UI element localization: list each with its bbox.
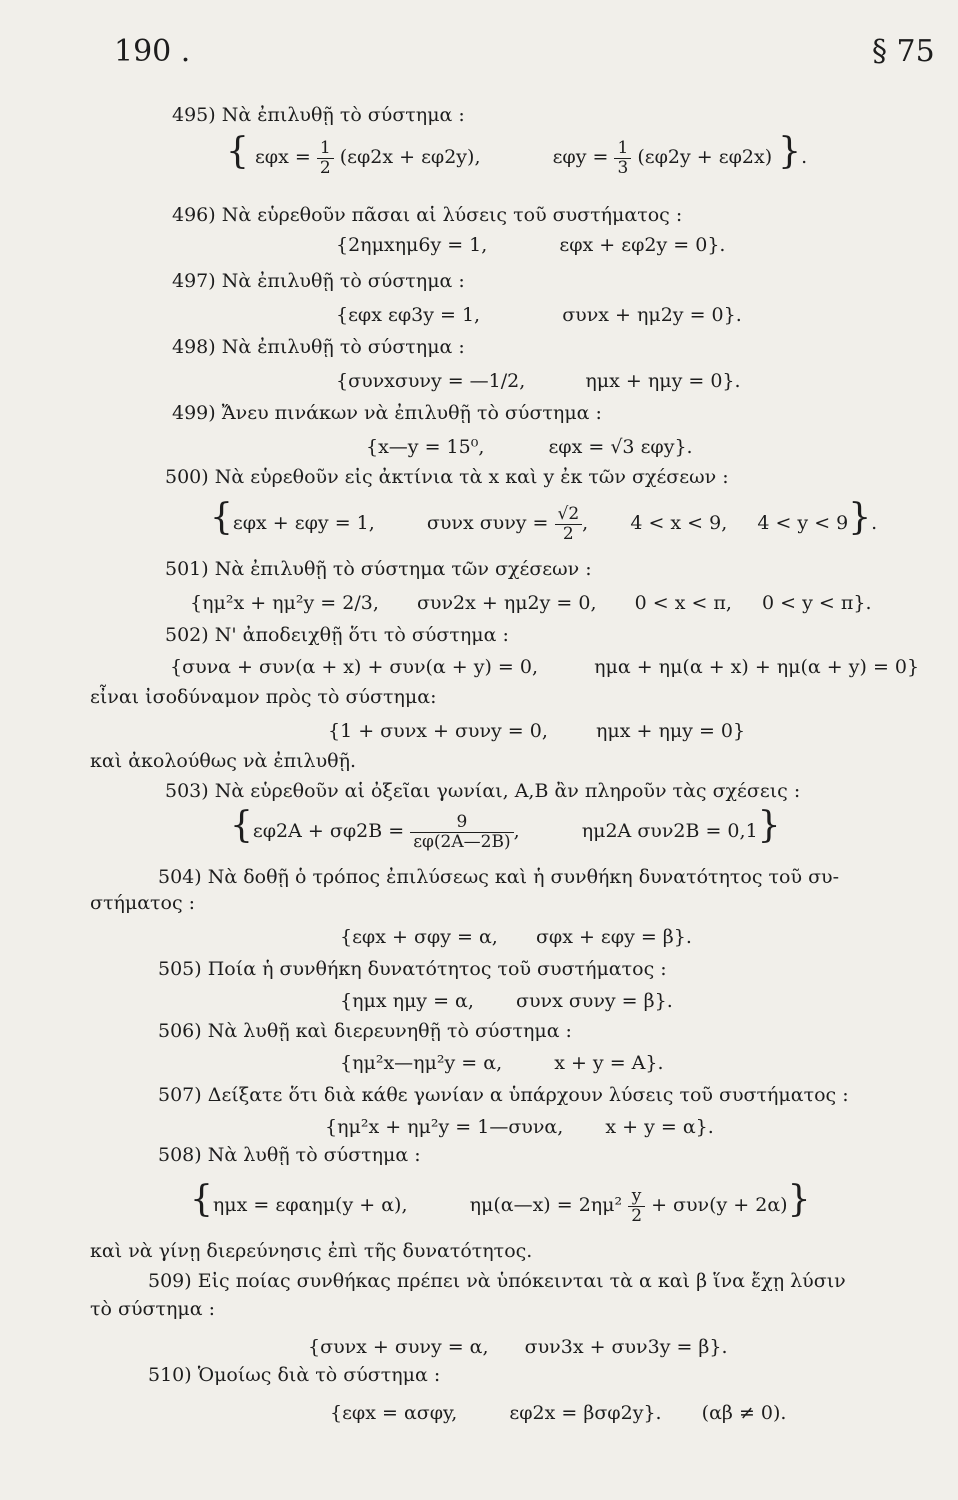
equation-498: {συνxσυνy = —1/2, ημx + ημy = 0}. xyxy=(336,370,741,392)
problem-number: 501) xyxy=(165,558,209,580)
problem-number: 502) xyxy=(165,624,209,646)
problem-number: 507) xyxy=(158,1084,202,1106)
fraction: $\frac{√2}{2}$ xyxy=(555,505,583,543)
problem-number: 503) xyxy=(165,780,209,802)
eq-term: x + y = α xyxy=(605,1116,696,1138)
problem-number: 498) xyxy=(172,336,216,358)
eq-term: x + y = A xyxy=(554,1052,646,1074)
right-brace: } xyxy=(778,131,802,172)
eq-term: ημx + ημy = 0 xyxy=(585,370,723,392)
eq-term: ημ²x—ημ²y = α, xyxy=(352,1052,503,1074)
eq-term: ημα + ημ(α + x) + ημ(α + y) = 0 xyxy=(594,656,907,678)
problem-text: Δείξατε ὅτι διὰ κάθε γωνίαν α ὑπάρχουν λύσεις τοῦ συστήματος : xyxy=(207,1084,849,1106)
section-number: § 75 xyxy=(872,34,935,69)
eq-term: 4 < x < 9, xyxy=(630,512,728,534)
problem-text: Νὰ λυθῇ καὶ διερευνηθῇ τὸ σύστημα : xyxy=(207,1020,572,1042)
problem-number: 500) xyxy=(165,466,209,488)
problem-500 xyxy=(165,466,729,488)
eq-term: εφ2x = βσφ2y xyxy=(509,1402,644,1424)
problem-number: 510) xyxy=(148,1364,192,1386)
eq-term: 2ημxημ6y = 1, xyxy=(348,234,488,256)
equation-495: { εφx = $\frac{1}{2}$ (εφ2x + εφ2y), εφy = $\frac{1}{3}$ (εφ2y + εφ2x) }. xyxy=(226,131,808,178)
eq-term: ημ²x + ημ²y = 1—συνα, xyxy=(337,1116,564,1138)
problem-503 xyxy=(165,780,800,802)
problem-498 xyxy=(172,336,465,358)
equation-510: {εφx = ασφy, εφ2x = βσφ2y}. (αβ ≠ 0). xyxy=(330,1402,787,1424)
problem-number: 508) xyxy=(158,1144,202,1166)
eq-term: συν2x + ημ2y = 0, xyxy=(416,592,597,614)
page-number: 190 . xyxy=(114,34,191,69)
eq-term: (εφ2y + εφ2x) xyxy=(637,146,773,168)
equation-508: {ημx = εφαημ(y + α), ημ(α—x) = 2ημ² $\frac{y}{2}$ + συν(y + 2α)} xyxy=(190,1179,811,1226)
eq-term: συν3x + συν3y = β xyxy=(524,1336,710,1358)
problem-text: Νὰ ἐπιλυθῇ τὸ σύστημα τῶν σχέσεων : xyxy=(214,558,592,580)
problem-text: Ὁμοίως διὰ τὸ σύστημα : xyxy=(197,1364,441,1386)
equation-509: {συνx + συνy = α, συν3x + συν3y = β}. xyxy=(308,1336,728,1358)
fraction: $\frac{y}{2}$ xyxy=(628,1187,645,1225)
equation-505: {ημx ημy = α, συνx συνy = β}. xyxy=(340,990,673,1012)
eq-term: ημx + ημy = 0 xyxy=(596,720,733,742)
problem-text: Νὰ δοθῇ ὁ τρόπος ἐπιλύσεως καὶ ἡ συνθήκη δυνατότητος τοῦ συ- xyxy=(207,866,840,888)
problem-497 xyxy=(172,270,465,292)
problem-number: 504) xyxy=(158,866,202,888)
problem-507 xyxy=(158,1084,849,1106)
problem-number: 509) xyxy=(148,1270,192,1292)
problem-number: 496) xyxy=(172,204,216,226)
problem-text: Νὰ εὑρεθοῦν αἱ ὀξεῖαι γωνίαι, Α,Β ἂν πληροῦν τὰς σχέσεις : xyxy=(214,780,801,802)
eq-term: + συν(y + 2α) xyxy=(651,1194,788,1216)
problem-505 xyxy=(158,958,667,980)
left-brace: { xyxy=(226,131,249,172)
problem-text: Εἰς ποίας συνθήκας πρέπει νὰ ὑπόκεινται τὰ α καὶ β ἵνα ἔχῃ λύσιν xyxy=(197,1270,846,1292)
eq-term: συνx + ημ2y = 0 xyxy=(562,304,724,326)
equation-500: {εφx + εφy = 1, συνx συνy = $\frac{√2}{2}$ , 4 < x < 9, 4 < y < 9}. xyxy=(210,497,878,544)
problem-506 xyxy=(158,1020,572,1042)
eq-term: εφx + σφy = α, xyxy=(352,926,498,948)
fraction: $\frac{9}{\varepsilon\varphi(2A—2B)}$ xyxy=(410,813,513,851)
problem-number: 506) xyxy=(158,1020,202,1042)
equation-497: {εφx εφ3y = 1, συνx + ημ2y = 0}. xyxy=(336,304,742,326)
problem-510 xyxy=(148,1364,440,1386)
equation-499: {x—y = 15⁰, εφx = √3 εφy}. xyxy=(366,436,693,458)
problem-text: Νὰ ἐπιλυθῇ τὸ σύστημα : xyxy=(221,104,465,126)
eq-term: 0 < y < π xyxy=(762,592,854,614)
problem-509 xyxy=(148,1270,846,1292)
eq-term: συνα + συν(α + x) + συν(α + y) = 0, xyxy=(182,656,539,678)
eq-term: συνx συνy = β xyxy=(516,990,655,1012)
problem-509-text2: τὸ σύστημα : xyxy=(90,1298,215,1320)
problem-496 xyxy=(172,204,682,226)
fraction: $\frac{1}{2}$ xyxy=(317,139,334,177)
eq-term: ημ2A συν2B = 0,1 xyxy=(581,820,758,842)
problem-495 xyxy=(172,104,465,126)
equation-502: {συνα + συν(α + x) + συν(α + y) = 0, ημα + ημ(α + x) + ημ(α + y) = 0} xyxy=(170,656,920,678)
eq-term: 4 < y < 9 xyxy=(757,512,849,534)
eq-term: x—y = 15⁰, xyxy=(378,436,485,458)
problem-508-text2: καὶ νὰ γίνῃ διερεύνησις ἐπὶ τῆς δυνατότητος. xyxy=(90,1240,533,1262)
problem-504 xyxy=(158,866,839,888)
eq-term: εφx + εφy = 1, xyxy=(232,512,375,534)
eq-term: εφx = xyxy=(254,146,311,168)
problem-text: Ἄνευ πινάκων νὰ ἐπιλυθῇ τὸ σύστημα : xyxy=(221,402,602,424)
eq-term: συνx + συνy = α, xyxy=(320,1336,489,1358)
eq-term: εφy = xyxy=(552,146,609,168)
equation-503: {εφ2A + σφ2B = $\frac{9}{\varepsilon\varphi(2A—2B)}$ , ημ2A συν2B = 0,1} xyxy=(230,805,781,852)
problem-text: Ν' ἀποδειχθῇ ὅτι τὸ σύστημα : xyxy=(214,624,509,646)
eq-term: εφx = √3 εφy xyxy=(548,436,675,458)
problem-number: 497) xyxy=(172,270,216,292)
eq-term: εφx = ασφy, xyxy=(342,1402,458,1424)
problem-text: Νὰ ἐπιλυθῇ τὸ σύστημα : xyxy=(221,270,465,292)
eq-condition: (αβ ≠ 0). xyxy=(701,1402,787,1424)
equation-502-b: {1 + συνx + συνy = 0, ημx + ημy = 0} xyxy=(328,720,746,742)
problem-text: Νὰ ἐπιλυθῇ τὸ σύστημα : xyxy=(221,336,465,358)
eq-term: 0 < x < π, xyxy=(634,592,732,614)
problem-text: Νὰ εὑρεθοῦν εἰς ἀκτίνια τὰ x καὶ y ἐκ τῶν σχέσεων : xyxy=(214,466,729,488)
eq-term: ημ²x + ημ²y = 2/3, xyxy=(202,592,379,614)
eq-term: συνx συνy = xyxy=(426,512,549,534)
problem-502-text2: εἶναι ἰσοδύναμον πρὸς τὸ σύστημα: xyxy=(90,686,437,708)
equation-501: {ημ²x + ημ²y = 2/3, συν2x + ημ2y = 0, 0 < x < π, 0 < y < π}. xyxy=(190,592,872,614)
eq-term: ημx = εφαημ(y + α), xyxy=(212,1194,408,1216)
eq-term: (εφ2x + εφ2y), xyxy=(339,146,481,168)
eq-term: εφx εφ3y = 1, xyxy=(348,304,481,326)
problem-text: Νὰ εὑρεθοῦν πᾶσαι αἱ λύσεις τοῦ συστήματος : xyxy=(221,204,683,226)
problem-number: 499) xyxy=(172,402,216,424)
problem-number: 495) xyxy=(172,104,216,126)
eq-term: εφ2A + σφ2B = xyxy=(252,820,405,842)
problem-text: Νὰ λυθῇ τὸ σύστημα : xyxy=(207,1144,421,1166)
eq-term: ημ(α—x) = 2ημ² xyxy=(469,1194,623,1216)
problem-502-text3: καὶ ἀκολούθως νὰ ἐπιλυθῇ. xyxy=(90,750,356,772)
equation-507: {ημ²x + ημ²y = 1—συνα, x + y = α}. xyxy=(325,1116,714,1138)
problem-502 xyxy=(165,624,509,646)
eq-term: 1 + συνx + συνy = 0, xyxy=(340,720,548,742)
eq-term: ημx ημy = α, xyxy=(352,990,474,1012)
problem-501 xyxy=(165,558,592,580)
problem-text: Ποία ἡ συνθήκη δυνατότητος τοῦ συστήματος : xyxy=(207,958,667,980)
equation-496: {2ημxημ6y = 1, εφx + εφ2y = 0}. xyxy=(336,234,726,256)
problem-number: 505) xyxy=(158,958,202,980)
fraction: $\frac{1}{3}$ xyxy=(614,139,631,177)
problem-499 xyxy=(172,402,602,424)
equation-506: {ημ²x—ημ²y = α, x + y = A}. xyxy=(340,1052,664,1074)
eq-term: συνxσυνy = —1/2, xyxy=(348,370,526,392)
eq-term: σφx + εφy = β xyxy=(535,926,674,948)
equation-504: {εφx + σφy = α, σφx + εφy = β}. xyxy=(340,926,692,948)
problem-508 xyxy=(158,1144,421,1166)
problem-504-text2: στήματος : xyxy=(90,892,196,914)
eq-term: εφx + εφ2y = 0 xyxy=(559,234,708,256)
